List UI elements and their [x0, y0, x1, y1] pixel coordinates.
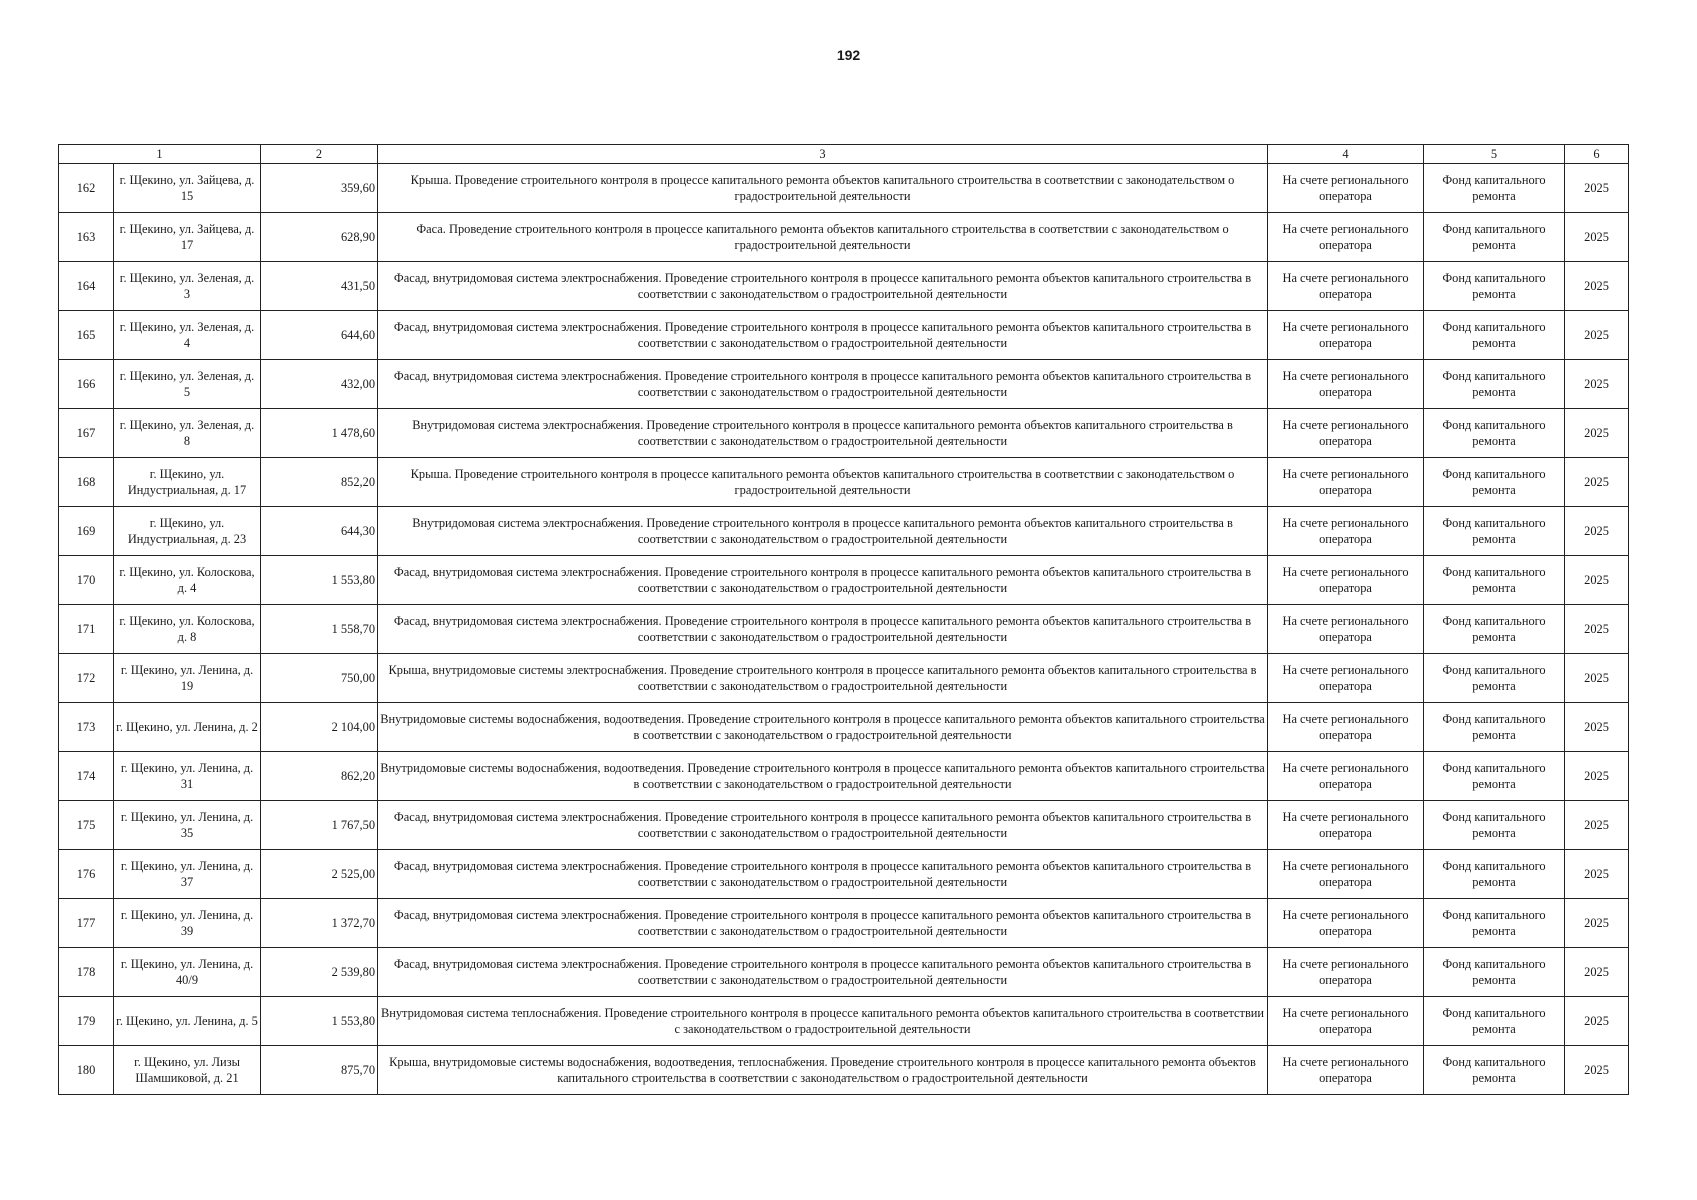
row-area: 1 767,50: [261, 801, 378, 850]
row-description: Внутридомовая система теплоснабжения. Проведение строительного контроля в процессе капитального ремонта объектов капитального строительства в соответствии с законодательством о градостроительной деятельности: [378, 997, 1268, 1046]
row-year: 2025: [1565, 703, 1629, 752]
row-address: г. Щекино, ул. Ленина, д. 31: [114, 752, 261, 801]
row-account-status: На счете регионального оператора: [1268, 605, 1424, 654]
row-number: 166: [59, 360, 114, 409]
table-body: [59, 164, 1629, 1095]
row-address: г. Щекино, ул. Ленина, д. 40/9: [114, 948, 261, 997]
row-year: 2025: [1565, 458, 1629, 507]
row-description: Крыша, внутридомовые системы водоснабжения, водоотведения, теплоснабжения. Проведение строительного контроля в процессе капитального ремонта объектов капитального строительства в соответствии с законодательством о градостроительной деятельности: [378, 1046, 1268, 1095]
row-year: 2025: [1565, 605, 1629, 654]
row-account-status: На счете регионального оператора: [1268, 458, 1424, 507]
row-year: 2025: [1565, 801, 1629, 850]
row-account-status: На счете регионального оператора: [1268, 409, 1424, 458]
row-address: г. Щекино, ул. Ленина, д. 19: [114, 654, 261, 703]
row-address: г. Щекино, ул. Ленина, д. 37: [114, 850, 261, 899]
row-funding-source: Фонд капитального ремонта: [1424, 605, 1565, 654]
row-number: 173: [59, 703, 114, 752]
row-area: 2 104,00: [261, 703, 378, 752]
row-funding-source: Фонд капитального ремонта: [1424, 703, 1565, 752]
table-row: [59, 899, 1629, 948]
row-funding-source: Фонд капитального ремонта: [1424, 752, 1565, 801]
row-funding-source: Фонд капитального ремонта: [1424, 360, 1565, 409]
row-description: Фасад, внутридомовая система электроснабжения. Проведение строительного контроля в процессе капитального ремонта объектов капитального строительства в соответствии с законодательством о градостроительной деятельности: [378, 556, 1268, 605]
header-col-4: 4: [1268, 145, 1424, 164]
row-account-status: На счете регионального оператора: [1268, 213, 1424, 262]
row-description: Фасад, внутридомовая система электроснабжения. Проведение строительного контроля в процессе капитального ремонта объектов капитального строительства в соответствии с законодательством о градостроительной деятельности: [378, 948, 1268, 997]
table-row: [59, 409, 1629, 458]
row-year: 2025: [1565, 556, 1629, 605]
row-year: 2025: [1565, 752, 1629, 801]
table-row: [59, 703, 1629, 752]
row-description: Крыша. Проведение строительного контроля в процессе капитального ремонта объектов капитального строительства в соответствии с законодательством о градостроительной деятельности: [378, 458, 1268, 507]
row-area: 2 525,00: [261, 850, 378, 899]
row-funding-source: Фонд капитального ремонта: [1424, 507, 1565, 556]
row-year: 2025: [1565, 850, 1629, 899]
table-row: [59, 605, 1629, 654]
row-year: 2025: [1565, 899, 1629, 948]
row-funding-source: Фонд капитального ремонта: [1424, 262, 1565, 311]
header-col-3: 3: [378, 145, 1268, 164]
row-account-status: На счете регионального оператора: [1268, 752, 1424, 801]
row-number: 174: [59, 752, 114, 801]
table-row: [59, 262, 1629, 311]
row-number: 177: [59, 899, 114, 948]
row-description: Внутридомовые системы водоснабжения, водоотведения. Проведение строительного контроля в процессе капитального ремонта объектов капитального строительства в соответствии с законодательством о градостроительной деятельности: [378, 703, 1268, 752]
row-description: Фасад, внутридомовая система электроснабжения. Проведение строительного контроля в процессе капитального ремонта объектов капитального строительства в соответствии с законодательством о градостроительной деятельности: [378, 605, 1268, 654]
header-col-5: 5: [1424, 145, 1565, 164]
row-year: 2025: [1565, 164, 1629, 213]
row-number: 163: [59, 213, 114, 262]
row-area: 628,90: [261, 213, 378, 262]
row-area: 644,60: [261, 311, 378, 360]
row-area: 432,00: [261, 360, 378, 409]
row-number: 171: [59, 605, 114, 654]
table-row: [59, 556, 1629, 605]
row-address: г. Щекино, ул. Колоскова, д. 4: [114, 556, 261, 605]
row-address: г. Щекино, ул. Лизы Шамшиковой, д. 21: [114, 1046, 261, 1095]
row-year: 2025: [1565, 311, 1629, 360]
row-funding-source: Фонд капитального ремонта: [1424, 311, 1565, 360]
row-number: 172: [59, 654, 114, 703]
row-area: 1 372,70: [261, 899, 378, 948]
row-address: г. Щекино, ул. Зеленая, д. 3: [114, 262, 261, 311]
row-number: 176: [59, 850, 114, 899]
row-address: г. Щекино, ул. Зеленая, д. 8: [114, 409, 261, 458]
row-description: Крыша, внутридомовые системы электроснабжения. Проведение строительного контроля в процессе капитального ремонта объектов капитального строительства в соответствии с законодательством о градостроительной деятельности: [378, 654, 1268, 703]
row-account-status: На счете регионального оператора: [1268, 360, 1424, 409]
row-number: 180: [59, 1046, 114, 1095]
row-number: 165: [59, 311, 114, 360]
header-row: [59, 145, 1629, 164]
row-area: 862,20: [261, 752, 378, 801]
row-area: 359,60: [261, 164, 378, 213]
row-address: г. Щекино, ул. Ленина, д. 35: [114, 801, 261, 850]
row-description: Фасад, внутридомовая система электроснабжения. Проведение строительного контроля в процессе капитального ремонта объектов капитального строительства в соответствии с законодательством о градостроительной деятельности: [378, 311, 1268, 360]
row-year: 2025: [1565, 360, 1629, 409]
row-account-status: На счете регионального оператора: [1268, 311, 1424, 360]
table-row: [59, 213, 1629, 262]
row-description: Фасад, внутридомовая система электроснабжения. Проведение строительного контроля в процессе капитального ремонта объектов капитального строительства в соответствии с законодательством о градостроительной деятельности: [378, 360, 1268, 409]
row-funding-source: Фонд капитального ремонта: [1424, 948, 1565, 997]
row-address: г. Щекино, ул. Ленина, д. 39: [114, 899, 261, 948]
row-funding-source: Фонд капитального ремонта: [1424, 850, 1565, 899]
row-account-status: На счете регионального оператора: [1268, 899, 1424, 948]
header-col-1: 1: [59, 145, 261, 164]
row-description: Фасад, внутридомовая система электроснабжения. Проведение строительного контроля в процессе капитального ремонта объектов капитального строительства в соответствии с законодательством о градостроительной деятельности: [378, 899, 1268, 948]
row-account-status: На счете регионального оператора: [1268, 703, 1424, 752]
row-description: Крыша. Проведение строительного контроля в процессе капитального ремонта объектов капитального строительства в соответствии с законодательством о градостроительной деятельности: [378, 164, 1268, 213]
table-row: [59, 948, 1629, 997]
row-address: г. Щекино, ул. Ленина, д. 2: [114, 703, 261, 752]
row-number: 175: [59, 801, 114, 850]
row-funding-source: Фонд капитального ремонта: [1424, 458, 1565, 507]
row-account-status: На счете регионального оператора: [1268, 262, 1424, 311]
row-account-status: На счете регионального оператора: [1268, 556, 1424, 605]
row-funding-source: Фонд капитального ремонта: [1424, 556, 1565, 605]
row-area: 1 553,80: [261, 556, 378, 605]
row-description: Фасад, внутридомовая система электроснабжения. Проведение строительного контроля в процессе капитального ремонта объектов капитального строительства в соответствии с законодательством о градостроительной деятельности: [378, 850, 1268, 899]
row-number: 167: [59, 409, 114, 458]
table-row: [59, 311, 1629, 360]
row-description: Фасад, внутридомовая система электроснабжения. Проведение строительного контроля в процессе капитального ремонта объектов капитального строительства в соответствии с законодательством о градостроительной деятельности: [378, 801, 1268, 850]
row-area: 1 553,80: [261, 997, 378, 1046]
row-funding-source: Фонд капитального ремонта: [1424, 997, 1565, 1046]
table-row: [59, 458, 1629, 507]
row-account-status: На счете регионального оператора: [1268, 948, 1424, 997]
row-description: Фасад, внутридомовая система электроснабжения. Проведение строительного контроля в процессе капитального ремонта объектов капитального строительства в соответствии с законодательством о градостроительной деятельности: [378, 262, 1268, 311]
row-area: 1 478,60: [261, 409, 378, 458]
page-number: 192: [836, 47, 861, 63]
row-area: 644,30: [261, 507, 378, 556]
row-area: 852,20: [261, 458, 378, 507]
row-funding-source: Фонд капитального ремонта: [1424, 409, 1565, 458]
header-col-2: 2: [261, 145, 378, 164]
row-address: г. Щекино, ул. Зайцева, д. 17: [114, 213, 261, 262]
row-number: 168: [59, 458, 114, 507]
row-funding-source: Фонд капитального ремонта: [1424, 899, 1565, 948]
row-year: 2025: [1565, 997, 1629, 1046]
row-address: г. Щекино, ул. Индустриальная, д. 17: [114, 458, 261, 507]
row-area: 750,00: [261, 654, 378, 703]
row-area: 1 558,70: [261, 605, 378, 654]
row-account-status: На счете регионального оператора: [1268, 997, 1424, 1046]
table-row: [59, 997, 1629, 1046]
table-row: [59, 164, 1629, 213]
table-row: [59, 654, 1629, 703]
row-area: 431,50: [261, 262, 378, 311]
row-number: 162: [59, 164, 114, 213]
repair-program-table: [58, 144, 1629, 1095]
row-year: 2025: [1565, 654, 1629, 703]
row-address: г. Щекино, ул. Ленина, д. 5: [114, 997, 261, 1046]
row-account-status: На счете регионального оператора: [1268, 164, 1424, 213]
table-row: [59, 801, 1629, 850]
row-description: Внутридомовые системы водоснабжения, водоотведения. Проведение строительного контроля в процессе капитального ремонта объектов капитального строительства в соответствии с законодательством о градостроительной деятельности: [378, 752, 1268, 801]
row-address: г. Щекино, ул. Зайцева, д. 15: [114, 164, 261, 213]
row-year: 2025: [1565, 507, 1629, 556]
row-account-status: На счете регионального оператора: [1268, 1046, 1424, 1095]
row-number: 164: [59, 262, 114, 311]
row-description: Внутридомовая система электроснабжения. Проведение строительного контроля в процессе капитального ремонта объектов капитального строительства в соответствии с законодательством о градостроительной деятельности: [378, 507, 1268, 556]
row-year: 2025: [1565, 1046, 1629, 1095]
row-funding-source: Фонд капитального ремонта: [1424, 213, 1565, 262]
row-address: г. Щекино, ул. Зеленая, д. 5: [114, 360, 261, 409]
row-year: 2025: [1565, 262, 1629, 311]
row-number: 178: [59, 948, 114, 997]
row-funding-source: Фонд капитального ремонта: [1424, 164, 1565, 213]
row-number: 169: [59, 507, 114, 556]
row-address: г. Щекино, ул. Колоскова, д. 8: [114, 605, 261, 654]
table-row: [59, 507, 1629, 556]
table-row: [59, 360, 1629, 409]
table-row: [59, 850, 1629, 899]
header-col-6: 6: [1565, 145, 1629, 164]
row-account-status: На счете регионального оператора: [1268, 654, 1424, 703]
row-funding-source: Фонд капитального ремонта: [1424, 1046, 1565, 1095]
row-area: 2 539,80: [261, 948, 378, 997]
row-area: 875,70: [261, 1046, 378, 1095]
row-account-status: На счете регионального оператора: [1268, 850, 1424, 899]
row-funding-source: Фонд капитального ремонта: [1424, 654, 1565, 703]
row-year: 2025: [1565, 213, 1629, 262]
row-year: 2025: [1565, 409, 1629, 458]
row-description: Внутридомовая система электроснабжения. Проведение строительного контроля в процессе капитального ремонта объектов капитального строительства в соответствии с законодательством о градостроительной деятельности: [378, 409, 1268, 458]
table-row: [59, 1046, 1629, 1095]
row-account-status: На счете регионального оператора: [1268, 801, 1424, 850]
table-row: [59, 752, 1629, 801]
row-account-status: На счете регионального оператора: [1268, 507, 1424, 556]
row-description: Фаса. Проведение строительного контроля в процессе капитального ремонта объектов капитального строительства в соответствии с законодательством о градостроительной деятельности: [378, 213, 1268, 262]
row-number: 170: [59, 556, 114, 605]
row-address: г. Щекино, ул. Зеленая, д. 4: [114, 311, 261, 360]
row-number: 179: [59, 997, 114, 1046]
row-address: г. Щекино, ул. Индустриальная, д. 23: [114, 507, 261, 556]
row-year: 2025: [1565, 948, 1629, 997]
row-funding-source: Фонд капитального ремонта: [1424, 801, 1565, 850]
